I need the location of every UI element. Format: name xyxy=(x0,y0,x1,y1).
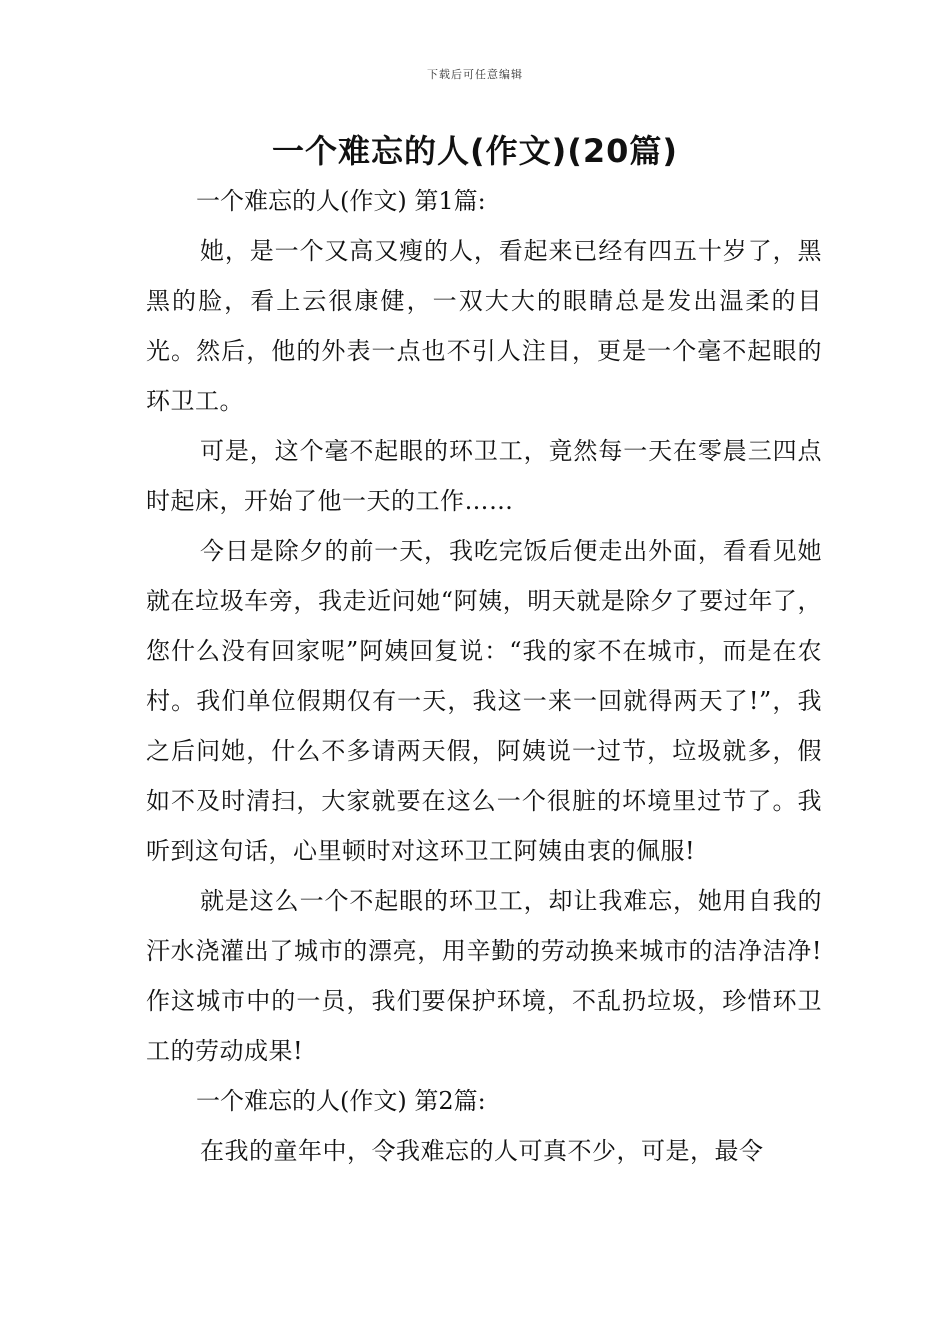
paragraph: 就是这么一个不起眼的环卫工，却让我难忘，她用自我的汗水浇灌出了城市的漂亮，用辛勤的劳动换来城市的洁净洁净!作这城市中的一员，我们要保护环境，不乱扔垃圾，珍惜环卫工的劳动成果! xyxy=(146,887,822,1065)
document-body xyxy=(146,176,822,1176)
paragraph: 今日是除夕的前一天，我吃完饭后便走出外面，看看见她就在垃圾车旁，我走近问她“阿姨，明天就是除夕了要过年了，您什么没有回家呢”阿姨回复说：“我的家不在城市，而是在农村。我们单位假期仅有一天，我这一来一回就得两天了!”，我之后问她，什么不多请两天假，阿姨说一过节，垃圾就多，假如不及时清扫，大家就要在这么一个很脏的坏境里过节了。我听到这句话，心里顿时对这环卫工阿姨由衷的佩服! xyxy=(146,537,822,865)
section-2 xyxy=(146,1076,822,1176)
document-title: 一个难忘的人(作文)(20篇) xyxy=(271,132,679,170)
section-heading: 一个难忘的人(作文) 第2篇: xyxy=(196,1087,486,1115)
section-heading: 一个难忘的人(作文) 第1篇: xyxy=(196,187,486,215)
section-1 xyxy=(146,176,822,1076)
paragraph: 在我的童年中，令我难忘的人可真不少，可是，最令 xyxy=(200,1137,764,1165)
header-note: 下载后可任意编辑 xyxy=(427,68,523,81)
paragraph: 她，是一个又高又瘦的人，看起来已经有四五十岁了，黑黑的脸，看上云很康健，一双大大的眼睛总是发出温柔的目光。然后，他的外表一点也不引人注目，更是一个毫不起眼的环卫工。 xyxy=(146,237,822,415)
paragraph: 可是，这个毫不起眼的环卫工，竟然每一天在零晨三四点时起床，开始了他一天的工作…… xyxy=(146,437,822,515)
